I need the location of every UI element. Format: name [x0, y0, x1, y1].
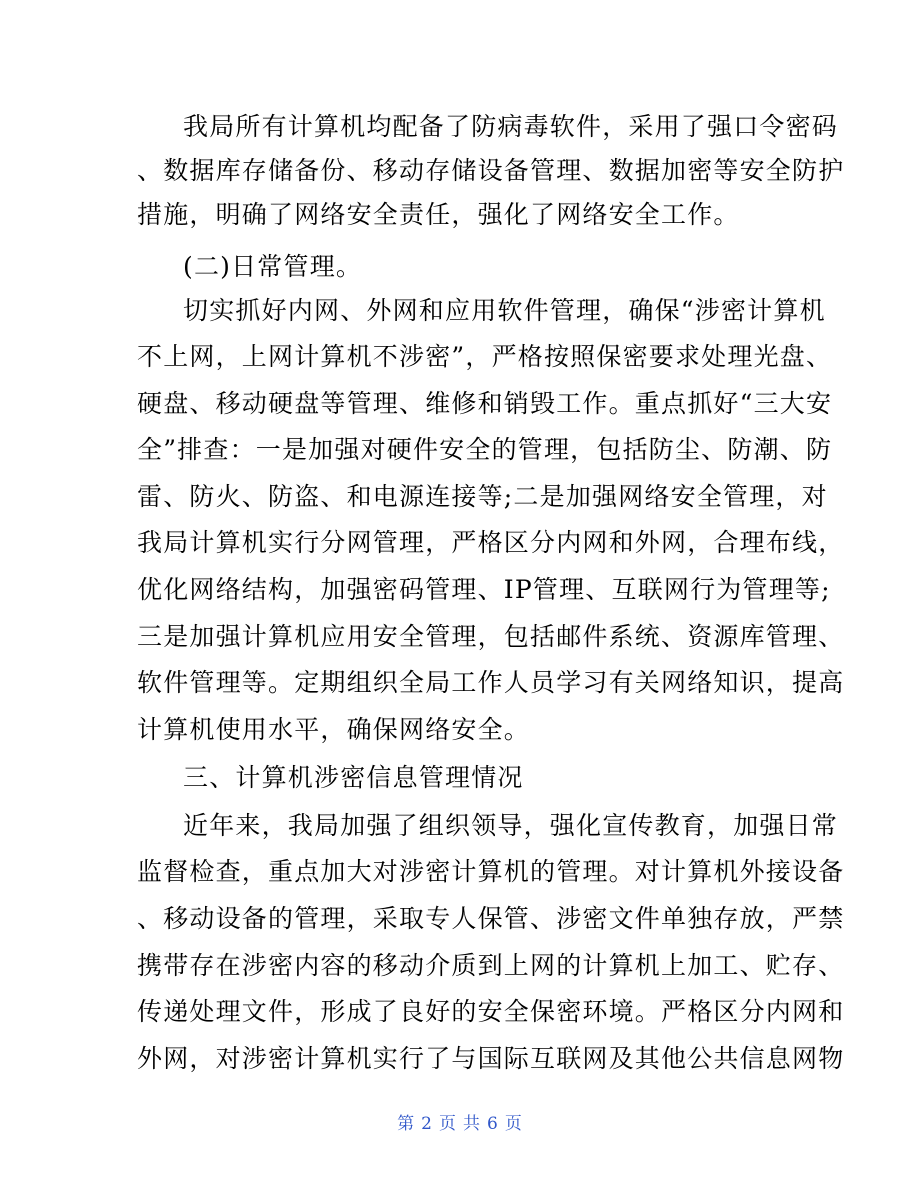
- text-line-14: 计算机使用水平，确保网络安全。: [137, 715, 531, 744]
- text-line-18: 、移动设备的管理，采取专人保管、涉密文件单独存放，严禁: [137, 904, 845, 933]
- text-line-5: 切实抓好内网、外网和应用软件管理，确保“涉密计算机: [183, 296, 826, 325]
- footer-page-number: 2: [421, 1114, 433, 1134]
- footer-suffix: 页: [504, 1114, 523, 1134]
- text-line-8: 全”排查：一是加强对硬件安全的管理，包括防尘、防潮、防: [137, 435, 833, 464]
- footer-total-pages: 6: [487, 1114, 499, 1134]
- footer-total-label: 共: [463, 1114, 481, 1134]
- page-footer: [0, 1113, 920, 1135]
- text-line-10: 我局计算机实行分网管理，严格区分内网和外网，合理布线，: [137, 528, 845, 557]
- text-line-12: 三是加强计算机应用安全管理，包括邮件系统、资源库管理、: [137, 622, 845, 651]
- text-line-13: 软件管理等。定期组织全局工作人员学习有关网络知识，提高: [137, 668, 845, 697]
- text-line-7: 硬盘、移动硬盘等管理、维修和销毁工作。重点抓好“三大安: [137, 389, 833, 418]
- text-line-1: 我局所有计算机均配备了防病毒软件，采用了强口令密码: [183, 112, 839, 141]
- text-line-21: 外网，对涉密计算机实行了与国际互联网及其他公共信息网物: [137, 1044, 845, 1073]
- text-line-6: 不上网，上网计算机不涉密”，严格按照保密要求处理光盘、: [137, 342, 833, 371]
- text-line-3: 措施，明确了网络安全责任，强化了网络安全工作。: [137, 200, 740, 229]
- text-line-9: 雷、防火、防盗、和电源连接等;二是加强网络安全管理，对: [137, 482, 828, 511]
- text-line-11: 优化网络结构，加强密码管理、IP管理、互联网行为管理等;: [137, 575, 831, 604]
- text-line-17: 监督检查，重点加大对涉密计算机的管理。对计算机外接设备: [137, 857, 845, 886]
- section-heading-daily-management: (二)日常管理。: [183, 252, 363, 281]
- footer-page-label: 页: [439, 1114, 457, 1134]
- text-line-16: 近年来，我局加强了组织领导，强化宣传教育，加强日常: [183, 811, 839, 840]
- text-line-20: 传递处理文件，形成了良好的安全保密环境。严格区分内网和: [137, 997, 845, 1026]
- section-heading-classified-info: 三、计算机涉密信息管理情况: [183, 763, 524, 792]
- footer-prefix: 第: [397, 1114, 416, 1134]
- text-line-19: 携带存在涉密内容的移动介质到上网的计算机上加工、贮存、: [137, 951, 845, 980]
- text-line-2: 、数据库存储备份、移动存储设备管理、数据加密等安全防护: [137, 156, 845, 185]
